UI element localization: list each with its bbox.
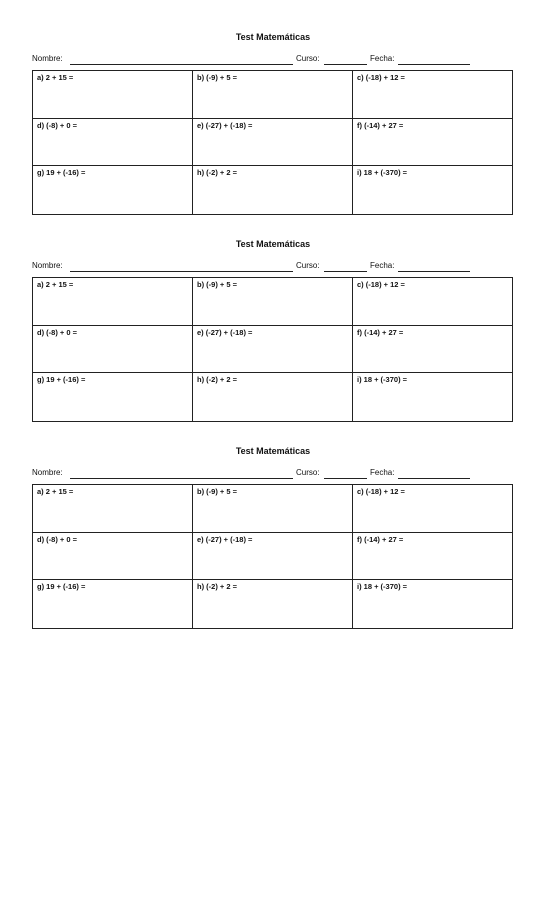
curso-line[interactable] bbox=[324, 478, 367, 479]
problem-cell[interactable]: c) (-18) + 12 = bbox=[353, 485, 512, 533]
problem-grid bbox=[32, 484, 513, 629]
problem-cell[interactable]: d) (-8) + 0 = bbox=[33, 533, 193, 581]
problem-cell[interactable]: c) (-18) + 12 = bbox=[353, 278, 512, 326]
fecha-label: Fecha: bbox=[370, 54, 395, 63]
fecha-label: Fecha: bbox=[370, 468, 395, 477]
problem-cell[interactable]: d) (-8) + 0 = bbox=[33, 119, 193, 167]
problem-cell[interactable]: e) (-27) + (-18) = bbox=[193, 326, 353, 374]
problem-cell[interactable]: d) (-8) + 0 = bbox=[33, 326, 193, 374]
problem-cell[interactable]: a) 2 + 15 = bbox=[33, 278, 193, 326]
fecha-label: Fecha: bbox=[370, 261, 395, 270]
problem-cell[interactable]: g) 19 + (-16) = bbox=[33, 166, 193, 214]
problem-grid bbox=[32, 70, 513, 215]
problem-cell[interactable]: a) 2 + 15 = bbox=[33, 71, 193, 119]
student-fields bbox=[32, 468, 472, 480]
curso-line[interactable] bbox=[324, 271, 367, 272]
student-fields bbox=[32, 261, 472, 273]
test-title: Test Matemáticas bbox=[235, 239, 311, 249]
curso-label: Curso: bbox=[296, 54, 320, 63]
fecha-line[interactable] bbox=[398, 64, 470, 65]
problem-grid bbox=[32, 277, 513, 422]
nombre-label: Nombre: bbox=[32, 468, 63, 477]
problem-cell[interactable]: a) 2 + 15 = bbox=[33, 485, 193, 533]
student-fields bbox=[32, 54, 472, 66]
curso-line[interactable] bbox=[324, 64, 367, 65]
fecha-line[interactable] bbox=[398, 271, 470, 272]
nombre-line[interactable] bbox=[70, 478, 293, 479]
problem-cell[interactable]: e) (-27) + (-18) = bbox=[193, 533, 353, 581]
curso-label: Curso: bbox=[296, 468, 320, 477]
curso-label: Curso: bbox=[296, 261, 320, 270]
problem-cell[interactable]: i) 18 + (-370) = bbox=[357, 168, 408, 178]
problem-cell[interactable]: b) (-9) + 5 = bbox=[193, 71, 353, 119]
problem-cell[interactable]: h) (-2) + 2 = bbox=[193, 166, 353, 214]
nombre-label: Nombre: bbox=[32, 54, 63, 63]
test-title: Test Matemáticas bbox=[235, 446, 311, 456]
test-title: Test Matemáticas bbox=[235, 32, 311, 42]
problem-cell[interactable]: h) (-2) + 2 = bbox=[193, 373, 353, 421]
problem-cell[interactable]: h) (-2) + 2 = bbox=[193, 580, 353, 628]
problem-cell[interactable]: f) (-14) + 27 = bbox=[353, 326, 512, 374]
problem-cell[interactable]: g) 19 + (-16) = bbox=[33, 373, 193, 421]
nombre-line[interactable] bbox=[70, 64, 293, 65]
fecha-line[interactable] bbox=[398, 478, 470, 479]
problem-cell[interactable]: g) 19 + (-16) = bbox=[33, 580, 193, 628]
problem-cell[interactable]: b) (-9) + 5 = bbox=[193, 278, 353, 326]
nombre-label: Nombre: bbox=[32, 261, 63, 270]
problem-cell[interactable]: c) (-18) + 12 = bbox=[353, 71, 512, 119]
problem-cell[interactable]: e) (-27) + (-18) = bbox=[193, 119, 353, 167]
problem-cell[interactable]: i) 18 + (-370) = bbox=[357, 375, 408, 385]
problem-cell[interactable]: b) (-9) + 5 = bbox=[193, 485, 353, 533]
nombre-line[interactable] bbox=[70, 271, 293, 272]
problem-cell[interactable]: f) (-14) + 27 = bbox=[353, 119, 512, 167]
problem-cell[interactable]: i) 18 + (-370) = bbox=[357, 582, 408, 592]
problem-cell[interactable]: f) (-14) + 27 = bbox=[353, 533, 512, 581]
